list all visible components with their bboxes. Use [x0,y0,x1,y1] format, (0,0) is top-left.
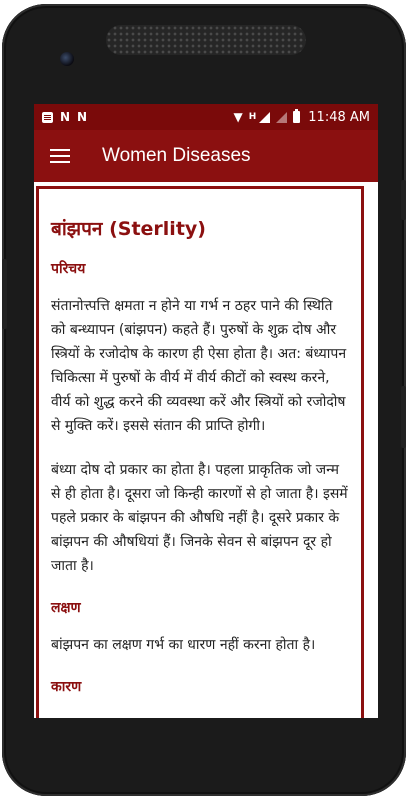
intro-paragraph: बंध्या दोष दो प्रकार का होता है। पहला प्राकृतिक जो जन्म से ही होता है। दूसरा जो किन्ही कारणों से हो जाता है। इसमें पहले प्रकार के बांझपन की औषधि नहीं है। दूसरे प्रकार के बांझपन की औषधियां हैं। जिनके सेवन से बांझपन दूर हो जाता है। [51,462,348,574]
notification-icon: N [60,110,71,124]
phone-speaker-grille [106,25,306,55]
message-notification-icon [42,112,53,123]
symptoms-paragraph: बांझपन का लक्षण गर्भ का धारण नहीं करना होता है। [51,637,316,653]
phone-frame [2,4,406,796]
notification-icon: N [77,110,88,124]
intro-paragraph: संतानोत्त्पत्ति क्षमता न होने या गर्भ न ठहर पाने की स्थिति को बन्ध्यापन (बांझपन) कहते हैं। पुरुषों के शुक्र दोष और स्त्रियों के रजोदोष के कारण ही ऐसा होता है। अत: बंध्यापन चिकित्सा में पुरुषों के वीर्य में वीर्य कीटों को स्वस्थ करने, वीर्य को शुद्ध करने की व्यवस्था करें और स्त्रियों को रजोदोष से मुक्ति करें। इससे संतान की प्राप्ति होगी। [51,298,347,434]
hamburger-menu-icon[interactable] [50,149,70,163]
status-bar [34,104,378,130]
signal-icon [276,112,287,123]
status-notifications [42,110,87,124]
section-heading-causes: कारण [51,679,82,695]
signal-icon [259,112,270,123]
article-content[interactable] [36,186,364,718]
section-heading-intro: परिचय [51,261,86,277]
phone-side-button [2,259,7,329]
app-screen [34,104,378,718]
article-title: बांझपन (Sterlity) [51,218,206,240]
network-type-label: H [248,112,257,122]
section-heading-symptoms: लक्षण [51,600,81,616]
toolbar-title: Women Diseases [102,145,251,166]
phone-side-button [401,180,406,220]
app-toolbar [34,130,378,182]
status-time: 11:48 AM [308,109,370,125]
phone-side-button [401,386,406,448]
battery-icon [293,111,300,123]
front-camera [60,52,74,66]
status-indicators [234,110,371,125]
wifi-icon: ▼ [233,110,243,124]
